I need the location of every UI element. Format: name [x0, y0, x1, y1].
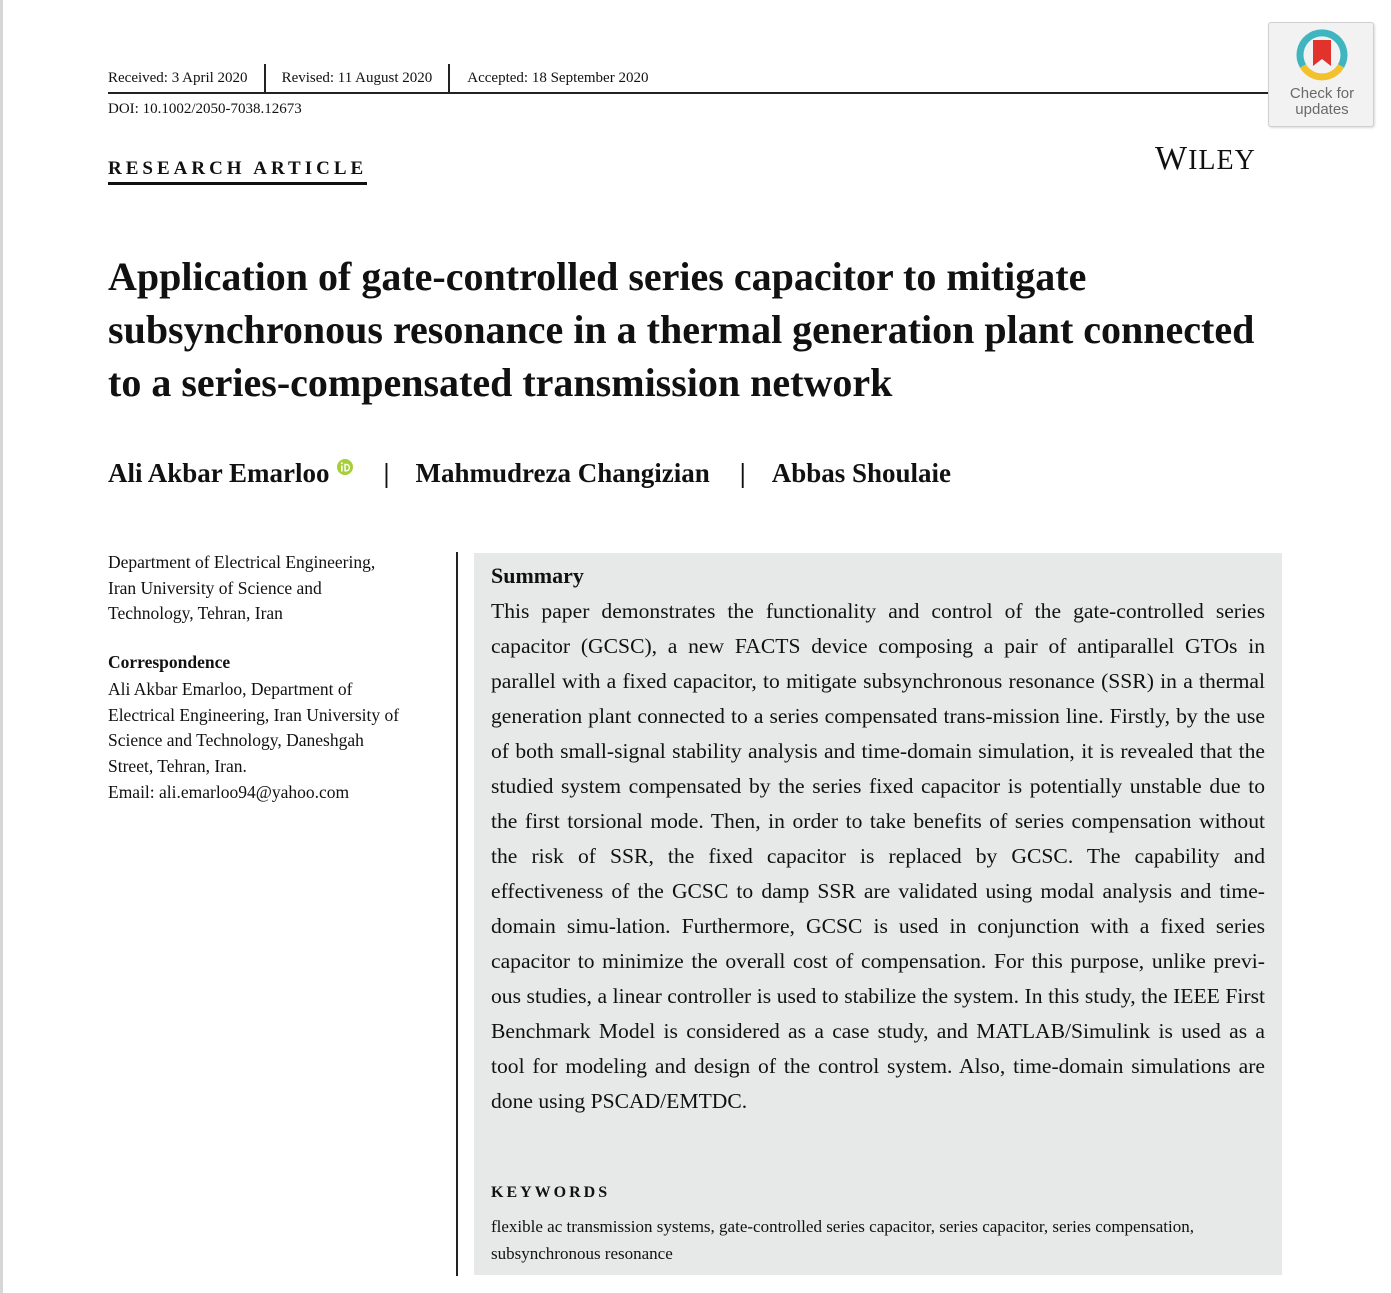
- orcid-icon[interactable]: [336, 458, 354, 476]
- publisher-logo: WILEY: [1155, 140, 1256, 177]
- author-list: [108, 458, 1288, 489]
- publication-dates: [108, 64, 1268, 94]
- column-divider: [456, 552, 458, 1276]
- summary-heading: Summary: [491, 563, 584, 588]
- keywords-text: flexible ac transmission systems, gate-controlled series capacitor, series capacitor, series compensation, subsynchronous resonance: [491, 1217, 1194, 1263]
- doi[interactable]: DOI: 10.1002/2050-7038.12673: [108, 101, 302, 117]
- viewer-edge: [0, 0, 3, 1293]
- summary-text: This paper demonstrates the functionality and control of the gate-controlled series capacitor (GCSC), a new FACTS device composing a pair of antiparallel GTOs in parallel with a fixed capacitor, to mitigate subsynchronous resonance (SSR) in a thermal generation plant connected to a series compensated trans-mission line. Firstly, by the use of both small-signal stability analysis and time-domain simulation, it is revealed that the studied system compensated by the series fixed capacitor is potentially unstable due to the first torsional mode. Then, in order to take benefits of series compensation without the risk of SSR, the fixed capacitor is replaced by GCSC. The capability and effectiveness of the GCSC to damp SSR are validated using modal analysis and time-domain simu-lation. Furthermore, GCSC is used in conjunction with a fixed series capacitor to minimize the overall cost of compensation. For this purpose, unlike previ-ous studies, a linear controller is used to stabilize the system. In this study, the IEEE First Benchmark Model is considered as a case study, and MATLAB/Simulink is used as a tool for modeling and design of the control system. Also, time-domain simulations are done using PSCAD/EMTDC.: [491, 599, 1265, 1113]
- affiliation: Department of Electrical Engineering, Iran University of Science and Technology, Tehran, Iran: [108, 552, 376, 624]
- keywords-heading: KEYWORDS: [491, 1184, 611, 1201]
- crossmark-icon: [1294, 28, 1350, 84]
- author-name[interactable]: Abbas Shoulaie: [771, 458, 952, 488]
- check-for-updates-label: Check for updates: [1289, 85, 1355, 118]
- summary-box: [474, 553, 1282, 1275]
- received-date: Received: 3 April 2020: [108, 64, 266, 92]
- check-for-updates-button[interactable]: [1268, 22, 1374, 127]
- correspondence-heading: Correspondence: [108, 652, 231, 672]
- accepted-date: Accepted: 18 September 2020: [467, 70, 649, 86]
- author-separator: |: [383, 458, 390, 488]
- article-type: RESEARCH ARTICLE: [108, 158, 367, 185]
- author-separator: |: [739, 458, 746, 488]
- correspondence-details: Ali Akbar Emarloo, Department of Electrical Engineering, Iran University of Science and Technology, Daneshgah Street, Tehran, Iran. Email: ali.emarloo94@yahoo.com: [108, 677, 448, 806]
- author-name[interactable]: Mahmudreza Changizian: [415, 458, 710, 488]
- paper-title: Application of gate-controlled series capacitor to mitigate subsynchronous resonance in a thermal generation plant connected to a series-compensated transmission network: [108, 254, 1255, 405]
- revised-date: Revised: 11 August 2020: [266, 64, 451, 92]
- correspondence-email[interactable]: Email: ali.emarloo94@yahoo.com: [108, 781, 350, 802]
- author-name[interactable]: Ali Akbar Emarloo: [108, 458, 330, 488]
